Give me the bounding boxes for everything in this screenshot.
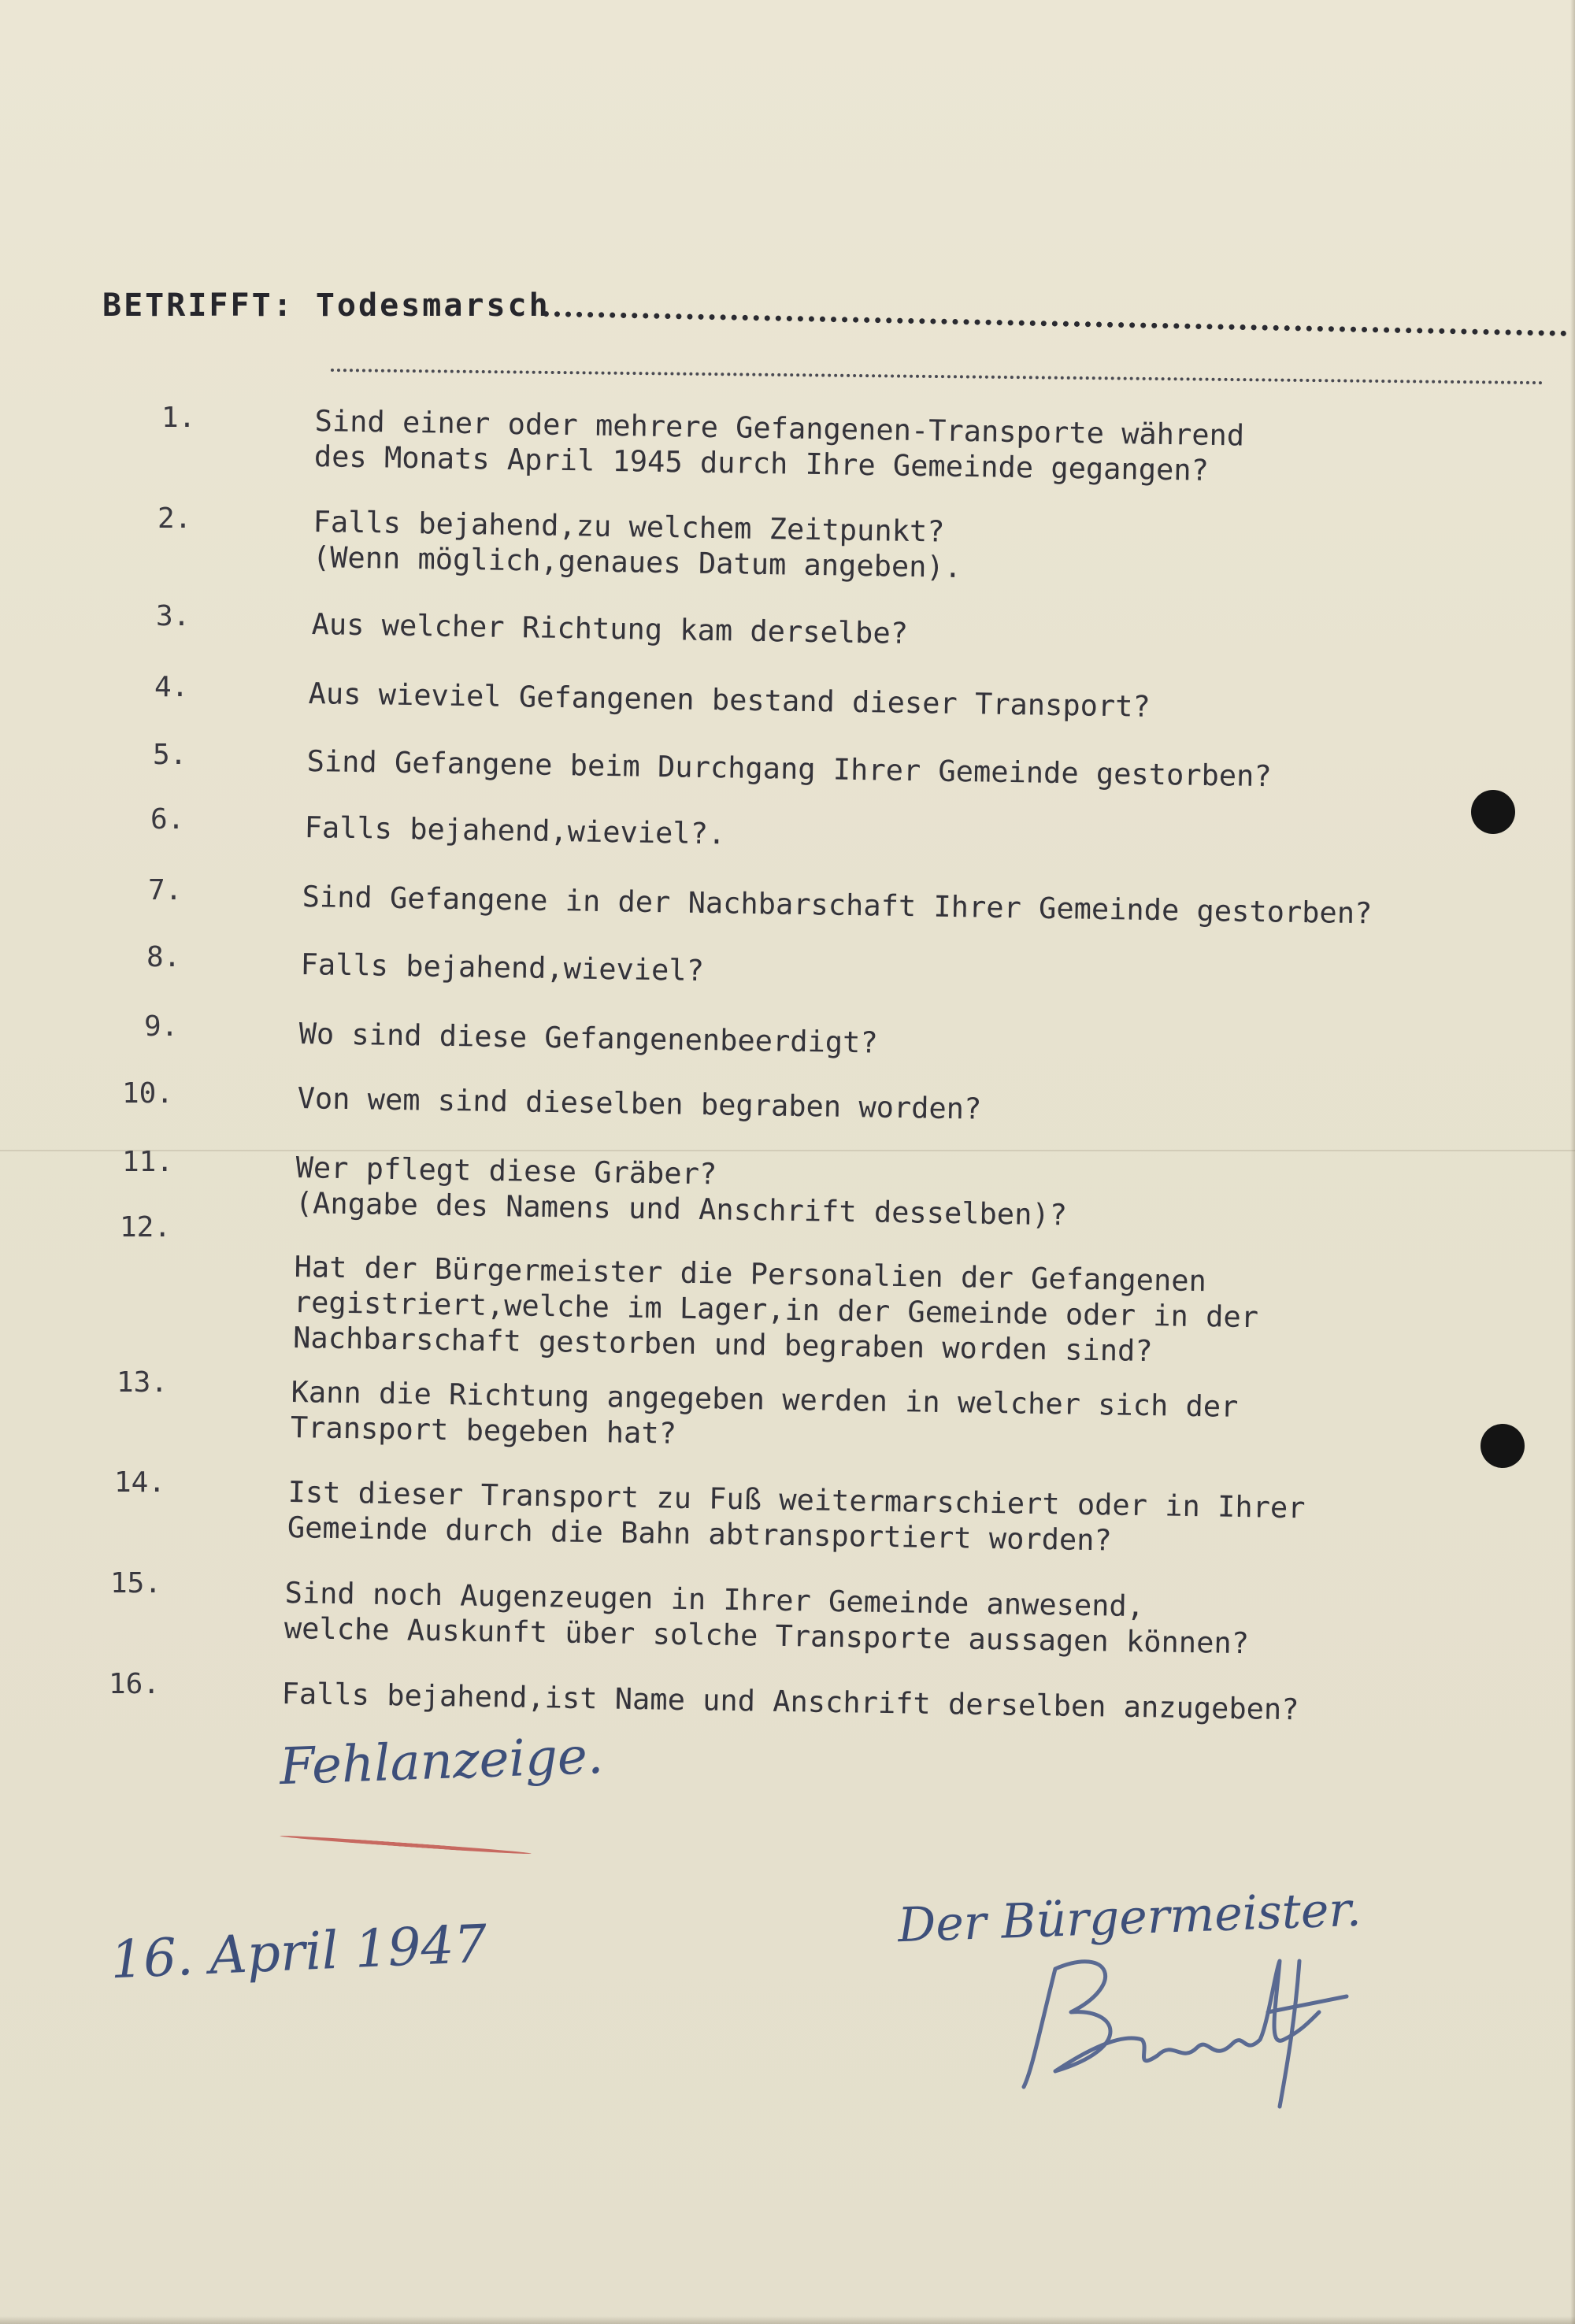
paper-fold — [0, 1150, 1575, 1151]
dotted-rule-second — [331, 369, 1544, 384]
question-text: Wo sind diese Gefangenenbeerdigt? — [298, 1016, 879, 1060]
paper-edge-bottom — [0, 2316, 1575, 2324]
punch-hole — [1471, 790, 1515, 834]
handwritten-answer: Fehlanzeige. — [278, 1726, 605, 1797]
question-number: 13. — [117, 1366, 169, 1399]
question-number: 14. — [114, 1466, 166, 1499]
question-text: Sind einer oder mehrere Gefangenen-Transporte während des Monats April 1945 durch Ihre Gemeinde gegangen? — [313, 403, 1245, 487]
question-number: 6. — [150, 803, 185, 836]
question-number: 8. — [146, 941, 181, 973]
red-pencil-stroke — [280, 1834, 532, 1855]
paper-edge-right — [1570, 0, 1575, 2324]
question-text: Kann die Richtung angegeben werden in welcher sich der Transport begeben hat? — [290, 1374, 1239, 1451]
question-text: Ist dieser Transport zu Fuß weitermarschiert oder in Ihrer Gemeinde durch die Bahn abtransportiert worden? — [287, 1474, 1306, 1558]
question-number: 7. — [148, 874, 183, 906]
punch-hole — [1480, 1424, 1525, 1468]
dotted-rule — [543, 311, 1567, 336]
handwritten-date: 16. April 1947 — [109, 1913, 489, 1991]
handwritten-mayor-title: Der Bürgermeister. — [896, 1881, 1362, 1954]
question-text: Aus wieviel Gefangenen bestand dieser Transport? — [308, 676, 1151, 724]
question-text: Sind Gefangene in der Nachbarschaft Ihrer Gemeinde gestorben? — [302, 879, 1373, 931]
question-text: Wer pflegt diese Gräber? (Angabe des Namens und Anschrift desselben)? — [295, 1150, 1068, 1232]
question-text: Hat der Bürgermeister die Personalien der Gefangenen registriert,welche im Lager,in der Gemeinde oder in der Nachbarschaft gestorben und begraben worden sind? — [292, 1249, 1259, 1369]
subject-line: BETRIFFT: Todesmarsch — [102, 287, 550, 324]
mayor-signature — [1008, 1937, 1370, 2111]
question-number: 3. — [156, 600, 191, 632]
question-number: 10. — [122, 1077, 174, 1110]
question-number: 16. — [109, 1668, 161, 1700]
question-text: Falls bejahend,wieviel?. — [304, 810, 726, 851]
question-number: 11. — [122, 1146, 174, 1178]
question-number: 4. — [154, 671, 189, 703]
question-number: 9. — [144, 1010, 179, 1043]
question-text: Falls bejahend,ist Name und Anschrift derselben anzugeben? — [281, 1676, 1299, 1727]
question-text: Falls bejahend,zu welchem Zeitpunkt? (Wenn möglich,genaues Datum angeben). — [312, 504, 962, 584]
question-number: 1. — [161, 402, 196, 434]
question-text: Falls bejahend,wieviel? — [300, 947, 705, 988]
question-text: Sind Gefangene beim Durchgang Ihrer Gemeinde gestorben? — [306, 743, 1273, 794]
question-number: 12. — [120, 1211, 172, 1244]
question-number: 2. — [158, 502, 192, 535]
question-number: 5. — [153, 739, 187, 771]
question-text: Sind noch Augenzeugen in Ihrer Gemeinde anwesend, welche Auskunft über solche Transporte aussagen können? — [284, 1575, 1250, 1661]
question-number: 15. — [110, 1567, 162, 1599]
question-text: Von wem sind dieselben begraben worden? — [297, 1080, 982, 1126]
question-text: Aus welcher Richtung kam derselbe? — [311, 606, 909, 650]
